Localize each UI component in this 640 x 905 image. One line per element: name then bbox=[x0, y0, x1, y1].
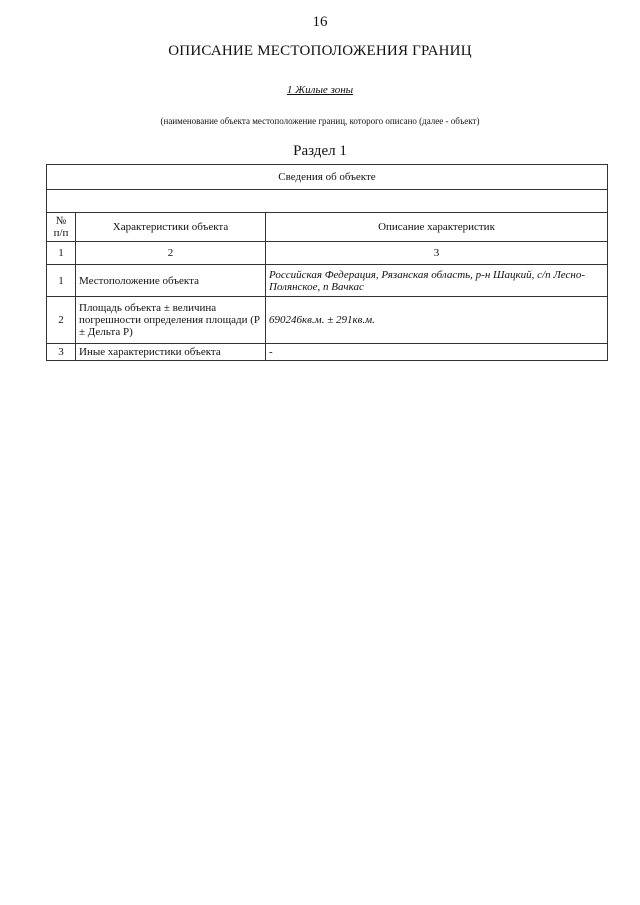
table-row bbox=[47, 265, 608, 297]
row-num: 3 bbox=[47, 344, 76, 361]
table-empty-row bbox=[47, 190, 608, 213]
object-name bbox=[0, 84, 640, 96]
document-title: ОПИСАНИЕ МЕСТОПОЛОЖЕНИЯ ГРАНИЦ bbox=[168, 43, 472, 59]
row-num: 2 bbox=[47, 297, 76, 344]
table-row bbox=[47, 297, 608, 344]
column-header-characteristic: Характеристики объекта bbox=[76, 213, 266, 242]
table-header: Сведения об объекте bbox=[47, 165, 608, 190]
object-info-table bbox=[46, 164, 608, 361]
table-empty-cell bbox=[47, 190, 608, 213]
table-index-row bbox=[47, 242, 608, 265]
column-header-num: № п/п bbox=[47, 213, 76, 242]
column-header-description: Описание характеристик bbox=[266, 213, 608, 242]
table-columns-row bbox=[47, 213, 608, 242]
row-description: Российская Федерация, Рязанская область, р-н Шацкий, с/п Лесно-Полянское, п Вачкас bbox=[266, 265, 608, 297]
object-name-text: 1 Жилые зоны bbox=[286, 84, 354, 96]
table-row bbox=[47, 344, 608, 361]
row-characteristic: Местоположение объекта bbox=[76, 265, 266, 297]
column-index-1: 1 bbox=[47, 242, 76, 265]
row-characteristic: Иные характеристики объекта bbox=[76, 344, 266, 361]
object-caption: (наименование объекта местоположение границ, которого описано (далее - объект) bbox=[160, 116, 480, 126]
column-index-3: 3 bbox=[266, 242, 608, 265]
page-number: 16 bbox=[312, 14, 328, 30]
section-title: Раздел 1 bbox=[293, 143, 347, 159]
table-header-row bbox=[47, 165, 608, 190]
row-num: 1 bbox=[47, 265, 76, 297]
row-description: - bbox=[266, 344, 608, 361]
row-characteristic: Площадь объекта ± величина погрешности определения площади (Р ± Дельта Р) bbox=[76, 297, 266, 344]
row-description: 690246кв.м. ± 291кв.м. bbox=[266, 297, 608, 344]
column-index-2: 2 bbox=[76, 242, 266, 265]
